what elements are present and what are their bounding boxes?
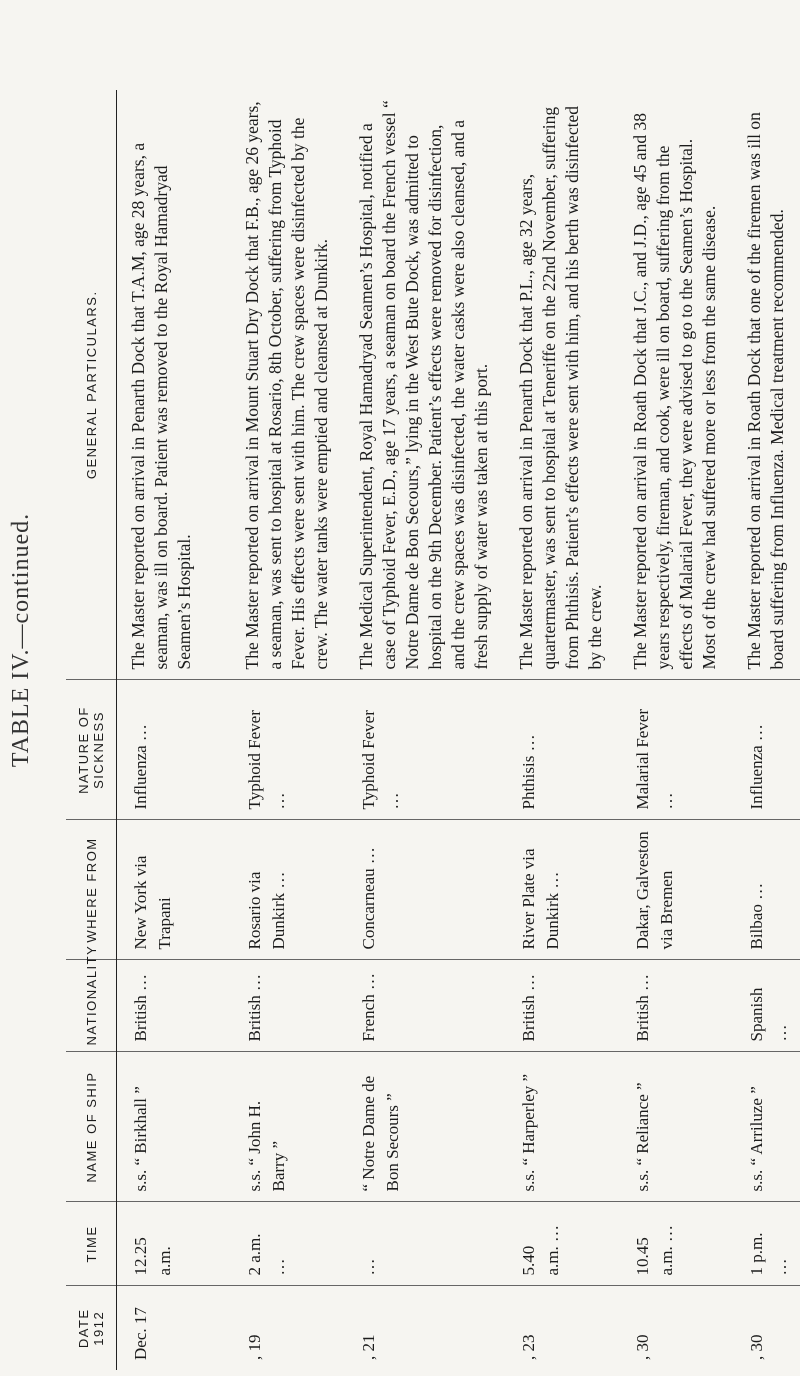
cell-from: Rosario via Dunkirk … [231, 820, 345, 960]
table-row [345, 90, 505, 1370]
cell-sickness: Influenza … [733, 680, 800, 820]
table-row [619, 90, 733, 1370]
cell-time: … [345, 1202, 505, 1286]
cell-particulars: The Master reported on arrival in Roath Dock that one of the firemen was ill on board suffering from Influenza. Medical treatment recommended. [744, 112, 787, 670]
cell-sickness: Typhoid Fever … [345, 680, 505, 820]
cell-particulars: The Master reported on arrival in Mount Stuart Dry Dock that F.B., age 26 years, a seaman, was sent to hospital at Rosario, 8th October, suffering from Typhoid Fever. His effects were sent with him. The crew spaces were disinfected by the crew. The water tanks were emptied and cleansed at Dunkirk. [242, 101, 331, 670]
cell-nationality: British … [231, 960, 345, 1052]
table-row [505, 90, 619, 1370]
column-header-particulars: GENERAL PARTICULARS. [66, 90, 117, 680]
cell-from: Bilbao … [733, 820, 800, 960]
table-row [117, 90, 232, 1370]
cell-time: 2 a.m. … [231, 1202, 345, 1286]
cell-time: 12.25 a.m. [117, 1202, 232, 1286]
cell-date: , 21 [345, 1286, 505, 1370]
cell-nationality: British … [505, 960, 619, 1052]
column-header-date: DATE 1912 [66, 1286, 117, 1370]
cell-from: New York via Trapani [117, 820, 232, 960]
cell-sickness: Influenza … [117, 680, 232, 820]
cell-time: 5.40 a.m. … [505, 1202, 619, 1286]
cell-date: , 23 [505, 1286, 619, 1370]
cell-nationality: French … [345, 960, 505, 1052]
cell-nationality: British … [619, 960, 733, 1052]
cell-time: 1 p.m. … [733, 1202, 800, 1286]
cell-ship: s.s. “ John H. Barry ” [231, 1052, 345, 1202]
cell-sickness: Malarial Fever … [619, 680, 733, 820]
cell-sickness: Phthisis … [505, 680, 619, 820]
header-row [66, 90, 117, 1370]
cell-particulars: The Master reported on arrival in Penarth Dock that P.L., age 32 years, quartermaster, was sent to hospital at Teneriffe on the 22nd November, suffering from Phthisis. Patient’s effects were sent with him, and his berth was disinfected by the crew. [516, 106, 605, 670]
table-row [733, 90, 800, 1370]
column-header-from: WHERE FROM [66, 820, 117, 960]
cell-ship: s.s. “ Reliance ” [619, 1052, 733, 1202]
cell-nationality: Spanish … [733, 960, 800, 1052]
column-header-ship: NAME OF SHIP [66, 1052, 117, 1202]
cell-particulars: The Medical Superintendent, Royal Hamadryad Seamen’s Hospital, notified a case of Typhoid Fever, E.D., age 17 years, a seaman on board the French vessel “ Notre Dame de Bon Secours,” lying in the West Bute Dock, was admitted to hospital on the 9th December. Patient’s effects were removed for disinfection, and the crew spaces was disinfected, the water casks were also cleansed, and a fresh supply of water was taken at this port. [356, 100, 491, 670]
cell-time: 10.45 a.m. … [619, 1202, 733, 1286]
cell-from: Concarneau … [345, 820, 505, 960]
table-row [231, 90, 345, 1370]
cell-ship: s.s. “ Arriluze ” [733, 1052, 800, 1202]
cell-from: River Plate via Dunkirk … [505, 820, 619, 960]
cell-particulars: The Master reported on arrival in Penarth Dock that T.A.M, age 28 years, a seaman, was ill on board. Patient was removed to the Royal Hamadryad Seamen’s Hospital. [128, 142, 194, 670]
cell-date: Dec. 17 [117, 1286, 232, 1370]
column-header-sickness: NATURE OF SICKNESS [66, 680, 117, 820]
cell-nationality: British … [117, 960, 232, 1052]
sickness-report-table [66, 90, 800, 1370]
cell-date: , 19 [231, 1286, 345, 1370]
cell-sickness: Typhoid Fever … [231, 680, 345, 820]
column-header-nationality: NATIONALITY [66, 960, 117, 1052]
cell-ship: “ Notre Dame de Bon Secours ” [345, 1052, 505, 1202]
cell-particulars: The Master reported on arrival in Roath Dock that J.C., and J.D., age 45 and 38 years respectively, fireman, and cook, were ill on board, suffering from the effects of Malarial Fever, they were advised to go to the Seamen’s Hospital. Most of the crew had suffered more or less from the same disease. [630, 113, 719, 670]
rotated-table-sheet [66, 90, 790, 1370]
page-title: TABLE IV.—continued. [8, 512, 34, 768]
column-header-time: TIME [66, 1202, 117, 1286]
cell-from: Dakar, Galveston via Bremen [619, 820, 733, 960]
cell-date: , 30 [619, 1286, 733, 1370]
cell-ship: s.s. “ Birkhall ” [117, 1052, 232, 1202]
cell-date: , 30 [733, 1286, 800, 1370]
cell-ship: s.s. “ Harperley ” [505, 1052, 619, 1202]
